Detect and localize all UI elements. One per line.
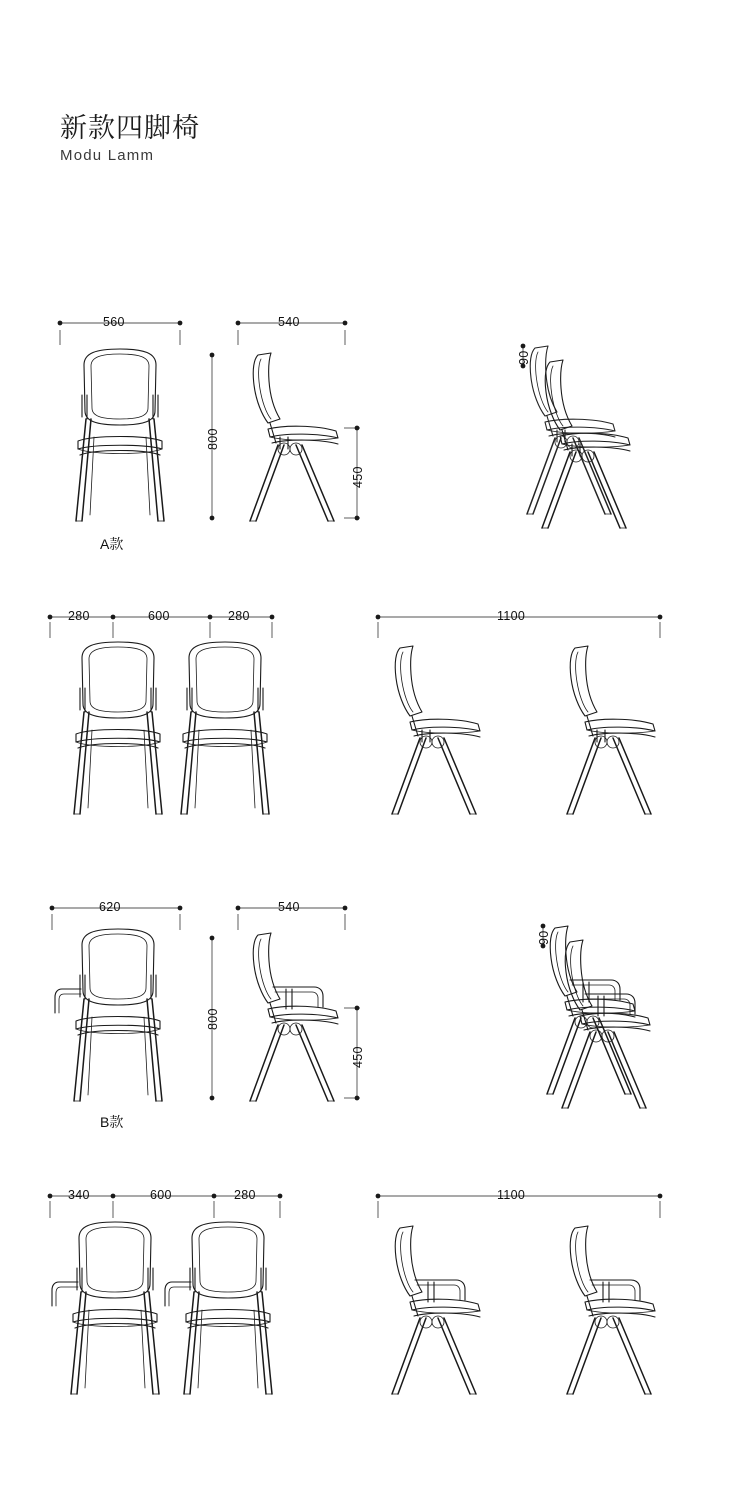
- chair-a-pair-front-view: [74, 642, 269, 814]
- chair-b-pair-front-view: [52, 1222, 272, 1394]
- dim-label-a-pair-center: 600: [148, 609, 170, 623]
- dim-label-b-front-width: 620: [99, 900, 121, 914]
- page-subtitle: Modu Lamm: [60, 147, 155, 164]
- dim-label-b-pair-center: 600: [150, 1188, 172, 1202]
- dim-label-b-seat-height: 450: [351, 1046, 365, 1068]
- chair-a-side-view: [250, 353, 338, 521]
- dim-label-b-side-depth: 540: [278, 900, 300, 914]
- dim-label-a-front-width: 560: [103, 315, 125, 329]
- chair-b-side-view: [250, 933, 338, 1101]
- chair-a-stacked-view: [527, 346, 630, 528]
- dim-label-a-height: 800: [206, 428, 220, 450]
- chair-a-pair-side-view: [392, 646, 655, 814]
- dim-label-b-stack-pitch: 90: [537, 930, 551, 945]
- chair-a-front-view: [76, 349, 164, 521]
- dim-label-a-stack-pitch: 90: [517, 350, 531, 365]
- caption-model-b: B款: [100, 1114, 124, 1130]
- dim-label-a-pair-left: 280: [68, 609, 90, 623]
- page-title: 新款四脚椅: [60, 113, 200, 143]
- dim-label-b-pair-left: 340: [68, 1188, 90, 1202]
- chair-b-stacked-view: [547, 926, 650, 1108]
- caption-model-a: A款: [100, 536, 124, 552]
- dim-label-a-pair-depth: 1100: [497, 609, 526, 623]
- dim-label-b-pair-depth: 1100: [497, 1188, 526, 1202]
- dim-label-a-seat-height: 450: [351, 466, 365, 488]
- dim-label-a-pair-right: 280: [228, 609, 250, 623]
- dim-label-b-height: 800: [206, 1008, 220, 1030]
- dim-label-b-pair-right: 280: [234, 1188, 256, 1202]
- chair-b-front-view: [55, 929, 162, 1101]
- dim-label-a-side-depth: 540: [278, 315, 300, 329]
- chair-b-pair-side-view: [392, 1226, 655, 1394]
